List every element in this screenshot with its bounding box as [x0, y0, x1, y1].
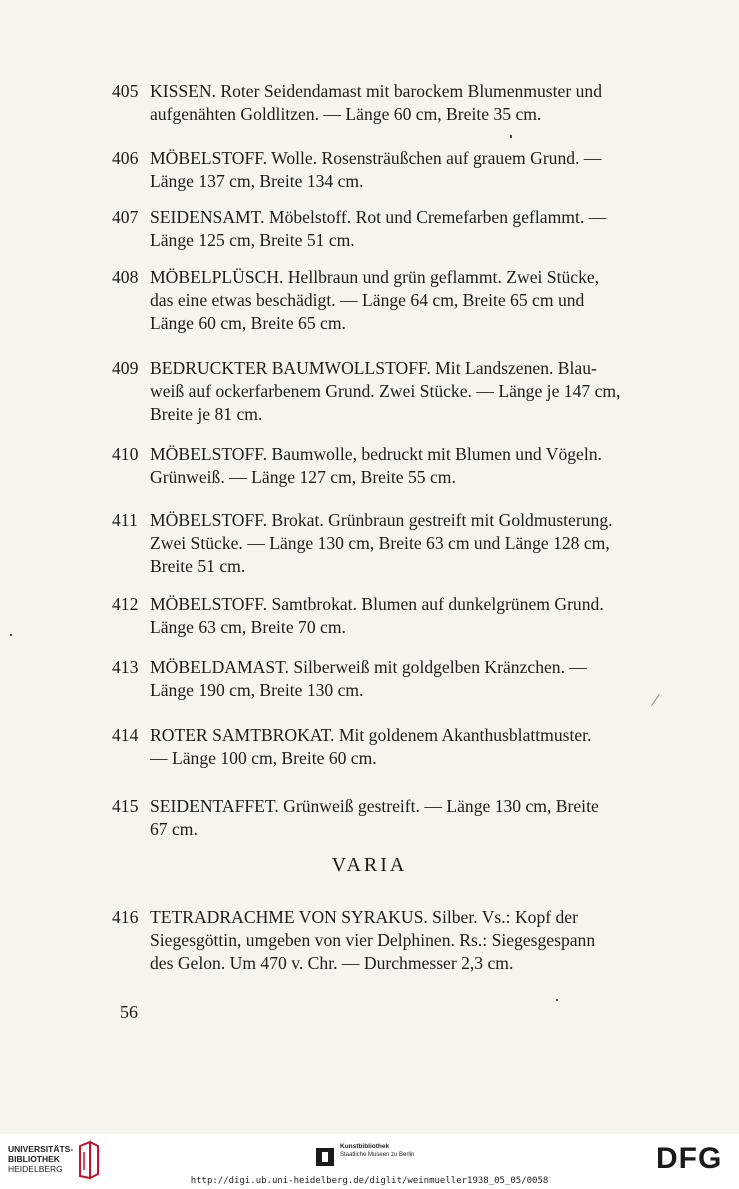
- line: — Länge 100 cm, Breite 60 cm.: [150, 748, 377, 768]
- library-line: HEIDELBERG: [8, 1164, 63, 1174]
- lot-description: [150, 724, 678, 770]
- lot-description: [150, 206, 678, 252]
- catalog-entry-412: [112, 593, 678, 639]
- line: MÖBELPLÜSCH. Hellbraun und grün geflammt. Zwei Stücke,: [150, 267, 600, 287]
- line: Länge 190 cm, Breite 130 cm.: [150, 680, 364, 700]
- line: Länge 60 cm, Breite 65 cm.: [150, 313, 346, 333]
- catalog-entry-405: [112, 80, 678, 126]
- scan-speck: [556, 999, 558, 1001]
- line: MÖBELSTOFF. Brokat. Grünbraun gestreift mit Goldmusterung.: [150, 510, 613, 530]
- line: des Gelon. Um 470 v. Chr. — Durchmesser 2,3 cm.: [150, 953, 514, 973]
- line: Länge 137 cm, Breite 134 cm.: [150, 171, 364, 191]
- catalog-entry-410: [112, 443, 678, 489]
- catalog-entry-414: [112, 724, 678, 770]
- scan-speck: [10, 634, 12, 636]
- lot-number: 412: [112, 594, 139, 614]
- scan-speck: [510, 135, 512, 138]
- catalog-entry-415: [112, 795, 678, 841]
- catalog-entry-408: [112, 266, 678, 335]
- university-library-logo-icon: [76, 1140, 102, 1180]
- lot-number: 410: [112, 444, 139, 464]
- lot-number: 416: [112, 907, 139, 927]
- line: TETRADRACHME VON SYRAKUS. Silber. Vs.: Kopf der: [150, 907, 578, 927]
- library-line: UNIVERSITÄTS-: [8, 1144, 74, 1154]
- lot-description: [150, 266, 678, 335]
- line: SEIDENSAMT. Möbelstoff. Rot und Cremefarben geflammt. —: [150, 207, 607, 227]
- line: KISSEN. Roter Seidendamast mit barockem Blumenmuster und: [150, 81, 602, 101]
- lot-description: [150, 656, 678, 702]
- line: aufgenähten Goldlitzen. — Länge 60 cm, Breite 35 cm.: [150, 104, 542, 124]
- lot-number: 414: [112, 725, 139, 745]
- kunstbibliothek-logo-icon: [316, 1148, 334, 1166]
- catalog-entry-409: [112, 357, 678, 426]
- university-library-name: [8, 1144, 73, 1174]
- lot-description: [150, 795, 678, 841]
- lot-description: [150, 593, 678, 639]
- line: SEIDENTAFFET. Grünweiß gestreift. — Länge 130 cm, Breite: [150, 796, 599, 816]
- catalog-entry-406: [112, 147, 678, 193]
- line: Breite je 81 cm.: [150, 404, 263, 424]
- dfg-logo: DFG: [656, 1142, 723, 1175]
- line: ROTER SAMTBROKAT. Mit goldenem Akanthusblattmuster.: [150, 725, 592, 745]
- line: weiß auf ockerfarbenem Grund. Zwei Stücke. — Länge je 147 cm,: [150, 381, 621, 401]
- lot-number: 405: [112, 81, 139, 101]
- lot-number: 413: [112, 657, 139, 677]
- line: Grünweiß. — Länge 127 cm, Breite 55 cm.: [150, 467, 456, 487]
- lot-number: 406: [112, 148, 139, 168]
- source-url[interactable]: http://digi.ub.uni-heidelberg.de/diglit/weinmueller1938_05_05/0058: [190, 1176, 549, 1186]
- line: MÖBELDAMAST. Silberweiß mit goldgelben Kränzchen. —: [150, 657, 587, 677]
- lot-description: [150, 80, 678, 126]
- lot-description: [150, 906, 678, 975]
- library-line: BIBLIOTHEK: [8, 1154, 60, 1164]
- line: MÖBELSTOFF. Baumwolle, bedruckt mit Blumen und Vögeln.: [150, 444, 602, 464]
- catalog-entry-416: [112, 906, 678, 975]
- line: 67 cm.: [150, 819, 198, 839]
- line: MÖBELSTOFF. Samtbrokat. Blumen auf dunkelgrünem Grund.: [150, 594, 604, 614]
- catalog-entry-411: [112, 509, 678, 578]
- line: Länge 125 cm, Breite 51 cm.: [150, 230, 355, 250]
- lot-number: 408: [112, 267, 139, 287]
- lot-number: 415: [112, 796, 139, 816]
- line: Zwei Stücke. — Länge 130 cm, Breite 63 cm und Länge 128 cm,: [150, 533, 610, 553]
- catalog-entry-407: [112, 206, 678, 252]
- line: Siegesgöttin, umgeben von vier Delphinen. Rs.: Siegesgespann: [150, 930, 596, 950]
- kunst-line: Kunstbibliothek: [340, 1143, 390, 1150]
- lot-description: [150, 357, 678, 426]
- line: BEDRUCKTER BAUMWOLLSTOFF. Mit Landszenen. Blau-: [150, 358, 597, 378]
- catalog-entry-413: [112, 656, 678, 702]
- lot-number: 409: [112, 358, 139, 378]
- page-number: 56: [120, 1002, 138, 1022]
- lot-number: 407: [112, 207, 139, 227]
- section-heading: VARIA: [331, 854, 408, 876]
- line: Breite 51 cm.: [150, 556, 246, 576]
- line: das eine etwas beschädigt. — Länge 64 cm, Breite 65 cm und: [150, 290, 585, 310]
- lot-description: [150, 443, 678, 489]
- kunstbibliothek-name: [340, 1143, 414, 1159]
- line: MÖBELSTOFF. Wolle. Rosensträußchen auf grauem Grund. —: [150, 148, 602, 168]
- lot-description: [150, 147, 678, 193]
- lot-number: 411: [112, 510, 138, 530]
- digitization-footer: [0, 1134, 739, 1189]
- kunst-line: Staatliche Museen zu Berlin: [340, 1152, 415, 1158]
- line: Länge 63 cm, Breite 70 cm.: [150, 617, 346, 637]
- lot-description: [150, 509, 678, 578]
